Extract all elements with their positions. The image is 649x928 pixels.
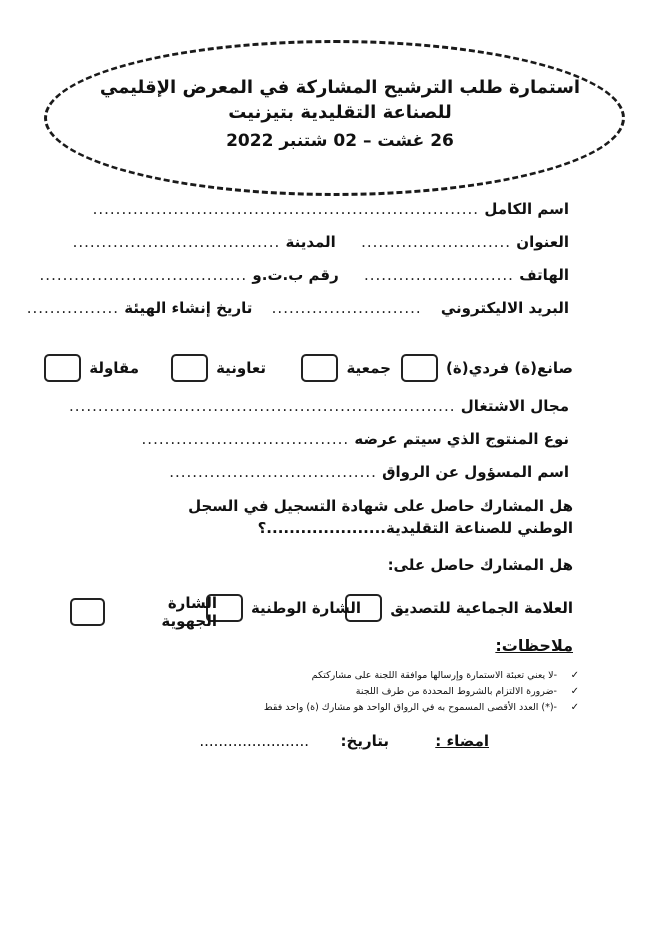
- enterprise-checkbox[interactable]: [44, 354, 81, 382]
- option-collective-label[interactable]: [345, 594, 573, 622]
- tax-id-label: رقم ب.ت.و: [252, 266, 339, 284]
- booth-manager-row: [70, 463, 569, 489]
- activity-row: [70, 397, 569, 423]
- regional-checkbox[interactable]: [70, 598, 105, 626]
- option-artisan-label: صانع(ة) فردي(ة): [446, 359, 573, 377]
- category-options: [50, 354, 573, 384]
- option-artisan[interactable]: [401, 354, 573, 382]
- national-label-text: الشارة الوطنية: [250, 599, 361, 617]
- full-name-row: [70, 200, 569, 226]
- phone-field[interactable]: ..........................: [363, 266, 514, 284]
- collective-label-text: العلامة الجماعية للتصديق: [390, 599, 573, 617]
- email-field[interactable]: ..........................: [271, 299, 422, 317]
- association-checkbox[interactable]: [301, 354, 338, 382]
- artisan-checkbox[interactable]: [401, 354, 438, 382]
- address-label: العنوان: [516, 233, 569, 251]
- note-item: -ضرورة الالتزام بالشروط المحددة من طرف اللجنة: [355, 686, 557, 697]
- city-label: المدينة: [285, 233, 336, 251]
- activity-field[interactable]: ...................................................................: [69, 397, 456, 415]
- event-dates: 26 غشت – 02 شتنبر 2022: [226, 131, 454, 151]
- note-item: -(*) العدد الأقصى المسموح به في الرواق الواحد هو مشارك (ة) واحد فقط: [263, 702, 557, 713]
- address-row: [70, 233, 569, 259]
- regional-label-text: الشارة الجهوية: [161, 594, 217, 630]
- product-type-label: نوع المنتوج الذي سيتم عرضه: [354, 430, 569, 448]
- cooperative-checkbox[interactable]: [171, 354, 208, 382]
- option-cooperative-label: تعاونية: [216, 359, 266, 377]
- option-cooperative[interactable]: [171, 354, 266, 382]
- option-enterprise-label: مقاولة: [89, 359, 139, 377]
- full-name-label: اسم الكامل: [484, 200, 569, 218]
- labels-question: هل المشارك حاصل على:: [387, 556, 573, 574]
- check-icon: ✓: [570, 670, 579, 681]
- option-association[interactable]: [301, 354, 391, 382]
- date-label: بتاريخ:: [340, 732, 389, 750]
- tax-id-field[interactable]: ....................................: [39, 266, 248, 284]
- notes-title: ملاحظات:: [495, 636, 573, 655]
- option-regional-label[interactable]: [70, 594, 217, 630]
- activity-label: مجال الاشتغال: [460, 397, 569, 415]
- product-type-row: [70, 430, 569, 456]
- phone-label: الهاتف: [519, 266, 569, 284]
- option-association-label: جمعية: [346, 359, 391, 377]
- check-icon: ✓: [570, 702, 579, 713]
- note-item: -لا يعني تعبئة الاستمارة وإرسالها موافقة اللجنة على مشاركتكم: [311, 670, 557, 681]
- registry-question: هل المشارك حاصل على شهادة التسجيل في السجل الوطني للصناعة التقليدية.....................؟: [188, 497, 573, 537]
- option-enterprise[interactable]: [44, 354, 139, 382]
- full-name-field[interactable]: ...................................................................: [92, 200, 480, 218]
- signature-label: امضاء :: [435, 732, 489, 750]
- labels-options: [70, 594, 573, 630]
- booth-manager-field[interactable]: ....................................: [169, 463, 377, 481]
- option-national-label[interactable]: [206, 594, 361, 622]
- check-icon: ✓: [570, 686, 579, 697]
- creation-date-field[interactable]: ................: [26, 299, 120, 317]
- product-type-field[interactable]: ....................................: [141, 430, 350, 448]
- address-field[interactable]: ..........................: [361, 233, 512, 251]
- phone-row: [39, 266, 569, 292]
- city-field[interactable]: ....................................: [72, 233, 281, 251]
- form-title: استمارة طلب الترشيح المشاركة في المعرض الإقليمي: [99, 77, 581, 98]
- email-row: [26, 299, 569, 325]
- signature-date-field[interactable]: .......................: [199, 732, 309, 750]
- creation-date-label: تاريخ إنشاء الهيئة: [124, 299, 253, 317]
- booth-manager-label: اسم المسؤول عن الرواق: [382, 463, 569, 481]
- email-label: البريد الاليكتروني: [440, 299, 569, 317]
- form-subtitle: للصناعة التقليدية بتيزنيت: [228, 102, 452, 123]
